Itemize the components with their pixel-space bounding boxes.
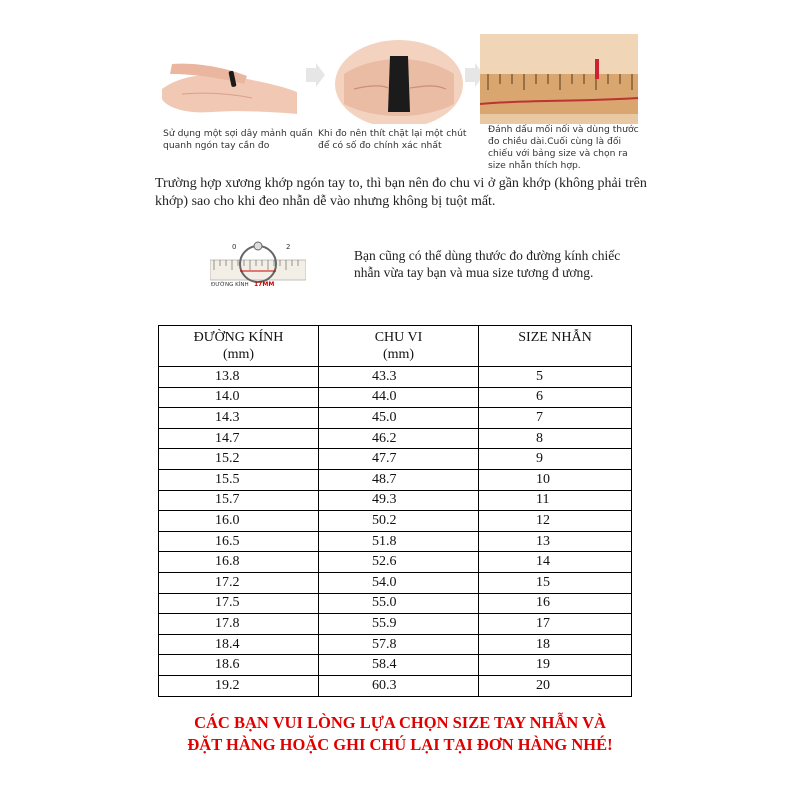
ring-size-cell: 7 xyxy=(479,408,632,429)
table-row xyxy=(159,531,632,552)
ring-size-cell: 10 xyxy=(479,469,632,490)
table-row xyxy=(159,593,632,614)
ring-size-cell: 20 xyxy=(479,675,632,696)
diameter-cell: 14.0 xyxy=(159,387,319,408)
circumference-cell: 50.2 xyxy=(319,511,479,532)
header-diameter-unit: (mm) xyxy=(222,347,255,362)
circumference-cell: 55.9 xyxy=(319,614,479,635)
ring-size-cell: 12 xyxy=(479,511,632,532)
circumference-cell: 46.2 xyxy=(319,428,479,449)
table-row xyxy=(159,614,632,635)
circumference-cell: 54.0 xyxy=(319,572,479,593)
diameter-cell: 14.7 xyxy=(159,428,319,449)
ring-size-cell: 5 xyxy=(479,367,632,388)
diameter-cell: 18.4 xyxy=(159,634,319,655)
table-header-row xyxy=(159,326,632,367)
hand-with-ring-photo xyxy=(152,34,302,124)
diameter-cell: 15.7 xyxy=(159,490,319,511)
ring-size-cell: 16 xyxy=(479,593,632,614)
header-circumference xyxy=(319,326,479,367)
circumference-cell: 52.6 xyxy=(319,552,479,573)
table-row xyxy=(159,634,632,655)
header-circumference-unit: (mm) xyxy=(382,347,415,362)
step-caption-2: Khi đo nên thít chặt lại một chút để có số đo chính xác nhất xyxy=(318,128,467,151)
ring-size-cell: 13 xyxy=(479,531,632,552)
table-row xyxy=(159,552,632,573)
circumference-cell: 60.3 xyxy=(319,675,479,696)
table-row xyxy=(159,469,632,490)
circumference-cell: 58.4 xyxy=(319,655,479,676)
ring-size-cell: 9 xyxy=(479,449,632,470)
ring-size-cell: 8 xyxy=(479,428,632,449)
diameter-cell: 15.5 xyxy=(159,469,319,490)
diameter-cell: 17.5 xyxy=(159,593,319,614)
ring-diameter-ruler-illustration xyxy=(210,240,306,292)
ruler-measurement-photo xyxy=(480,34,638,124)
header-ring-size-title: SIZE NHẪN xyxy=(518,330,592,345)
circumference-cell: 51.8 xyxy=(319,531,479,552)
diameter-cell: 14.3 xyxy=(159,408,319,429)
ruler-tick-0: 0 xyxy=(232,243,237,251)
diameter-cell: 16.0 xyxy=(159,511,319,532)
order-instruction xyxy=(150,712,650,756)
table-row xyxy=(159,428,632,449)
diameter-cell: 16.8 xyxy=(159,552,319,573)
circumference-cell: 47.7 xyxy=(319,449,479,470)
diameter-cell: 13.8 xyxy=(159,367,319,388)
table-row xyxy=(159,655,632,676)
table-row xyxy=(159,449,632,470)
diameter-cell: 17.2 xyxy=(159,572,319,593)
step-caption-3: Đánh dấu mối nối và dùng thước đo chiều dài.Cuối cùng là đối chiếu với bảng size và chọn ra size nhẫn thích hợp. xyxy=(488,124,639,171)
circumference-cell: 44.0 xyxy=(319,387,479,408)
order-instruction-line-2: ĐẶT HÀNG HOẶC GHI CHÚ LẠI TẠI ĐƠN HÀNG NHÉ! xyxy=(187,735,613,754)
ring-size-cell: 18 xyxy=(479,634,632,655)
ring-size-cell: 14 xyxy=(479,552,632,573)
ring-size-cell: 17 xyxy=(479,614,632,635)
table-row xyxy=(159,572,632,593)
order-instruction-line-1: CÁC BẠN VUI LÒNG LỰA CHỌN SIZE TAY NHẪN VÀ xyxy=(194,713,606,732)
diameter-cell: 19.2 xyxy=(159,675,319,696)
circumference-cell: 48.7 xyxy=(319,469,479,490)
header-diameter xyxy=(159,326,319,367)
table-row xyxy=(159,367,632,388)
ruler-value: 17MM xyxy=(254,281,275,288)
diameter-cell: 16.5 xyxy=(159,531,319,552)
ring-size-table xyxy=(158,325,632,697)
table-row xyxy=(159,490,632,511)
finger-ring-closeup-photo xyxy=(334,34,464,124)
step-caption-1: Sử dụng một sợi dây mảnh quấn quanh ngón tay cần đo xyxy=(163,128,313,151)
circumference-cell: 45.0 xyxy=(319,408,479,429)
ruler-tick-2: 2 xyxy=(286,243,291,251)
ring-size-cell: 11 xyxy=(479,490,632,511)
ruler-label: ĐƯỜNG KÍNH xyxy=(211,282,249,288)
circumference-cell: 57.8 xyxy=(319,634,479,655)
table-row xyxy=(159,408,632,429)
circumference-cell: 43.3 xyxy=(319,367,479,388)
ring-size-cell: 15 xyxy=(479,572,632,593)
header-circumference-title: CHU VI xyxy=(374,330,423,345)
ring-size-cell: 6 xyxy=(479,387,632,408)
arrow-right-icon xyxy=(304,62,326,88)
header-diameter-title: ĐƯỜNG KÍNH xyxy=(193,330,284,345)
circumference-cell: 49.3 xyxy=(319,490,479,511)
ruler-note: Bạn cũng có thể dùng thước đo đường kính chiếc nhẫn vừa tay bạn và mua size tương đ ương. xyxy=(354,248,621,280)
header-ring-size xyxy=(479,326,632,367)
table-row xyxy=(159,511,632,532)
diameter-cell: 15.2 xyxy=(159,449,319,470)
ring-size-cell: 19 xyxy=(479,655,632,676)
diameter-cell: 18.6 xyxy=(159,655,319,676)
table-row xyxy=(159,675,632,696)
table-row xyxy=(159,387,632,408)
circumference-cell: 55.0 xyxy=(319,593,479,614)
diameter-cell: 17.8 xyxy=(159,614,319,635)
knuckle-note: Trường hợp xương khớp ngón tay to, thì bạn nên đo chu vi ở gần khớp (không phải trên khớp) sao cho khi đeo nhẫn dễ vào nhưng không bị tuột mất. xyxy=(155,176,647,209)
